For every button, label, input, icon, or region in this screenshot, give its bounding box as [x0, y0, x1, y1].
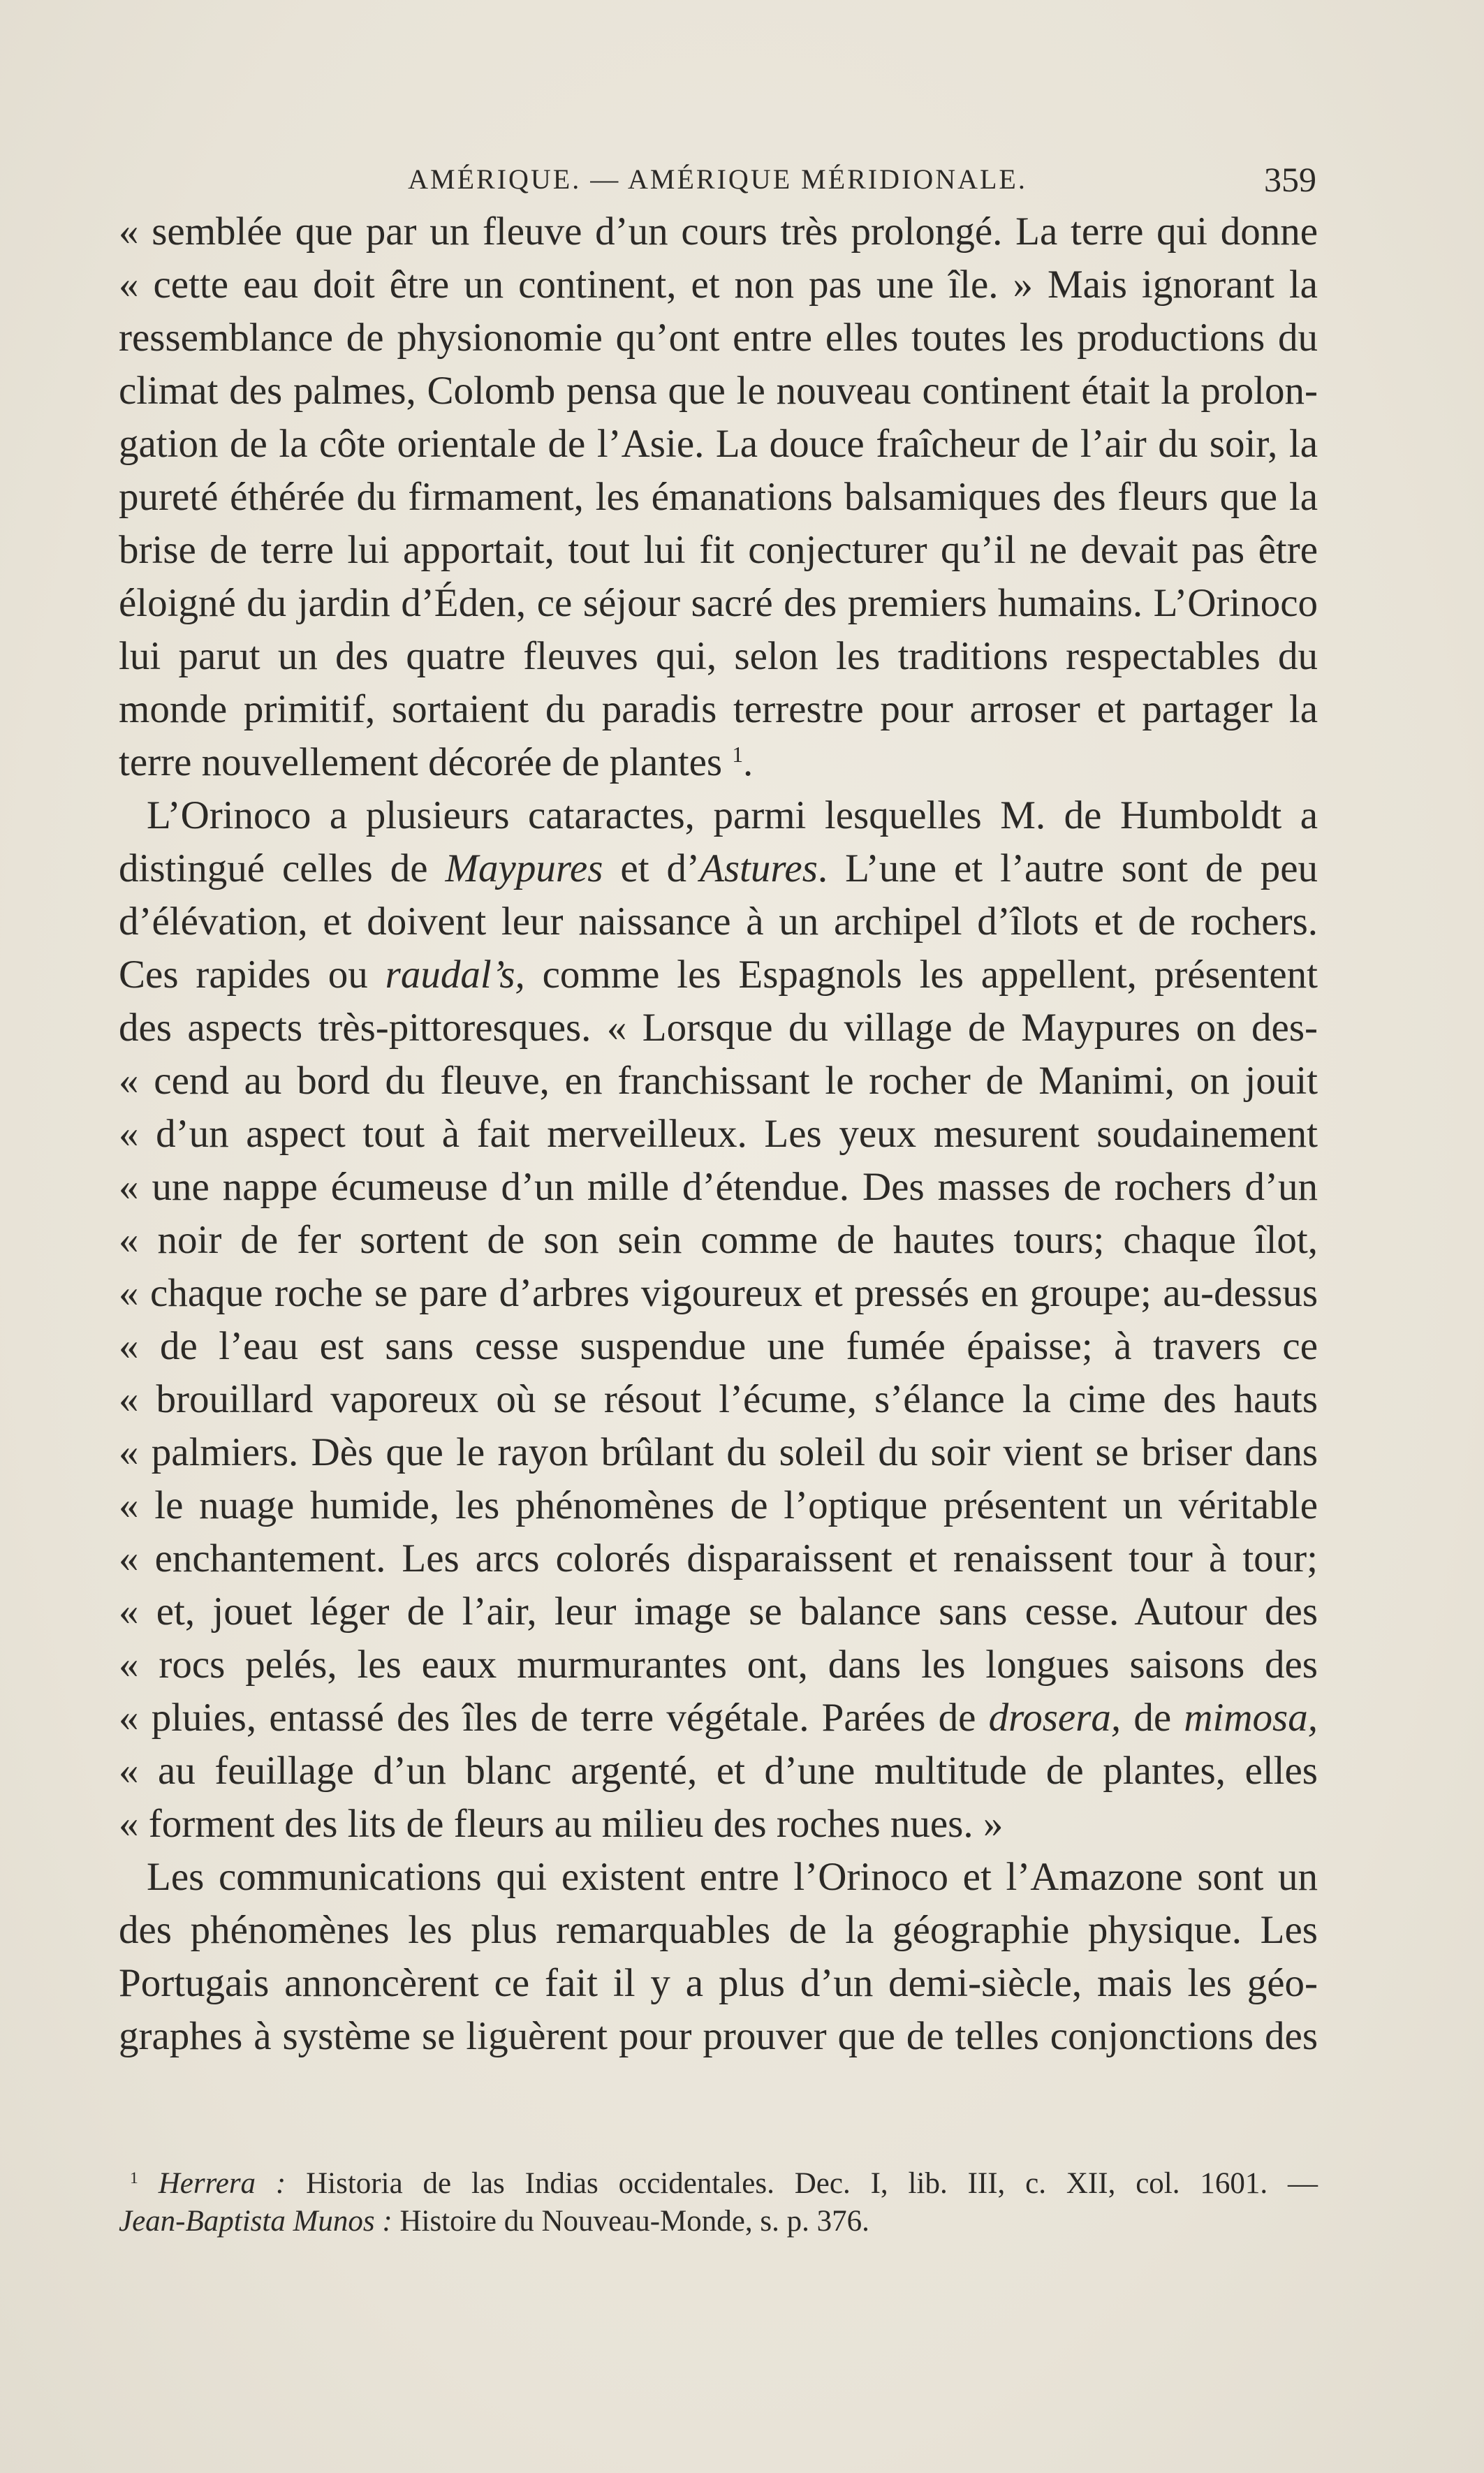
text-line: « cette eau doit être un continent, et non pas une île. » Mais ignorant la: [119, 263, 1318, 307]
text-line: pureté éthérée du firmament, les émanations balsamiques des fleurs que la: [119, 475, 1318, 519]
text-line: « d’un aspect tout à fait merveilleux. Les yeux mesurent soudainement: [119, 1112, 1318, 1156]
text-line: « cend au bord du fleuve, en franchissant le rocher de Manimi, on jouit: [119, 1059, 1318, 1103]
text-line: « et, jouet léger de l’air, leur image se balance sans cesse. Autour des: [119, 1590, 1318, 1634]
footnotes: [119, 2165, 1318, 2240]
page-header: [119, 155, 1316, 204]
text-fragment: Ces rapides ou: [119, 953, 368, 997]
plant-name-drosera: drosera,: [988, 1696, 1122, 1740]
footnote-text: Historia de las Indias occidentales. Dec. I, lib. III, c. XII, col. 1601. —: [286, 2167, 1318, 2200]
text-line: « de l’eau est sans cesse suspendue une fumée épaisse; à travers ce: [119, 1324, 1318, 1368]
text-line: « noir de fer sortent de son sein comme de hautes tours; chaque îlot,: [119, 1218, 1318, 1262]
text-line: éloigné du jardin d’Éden, ce séjour sacré des premiers humains. L’Orinoco: [119, 581, 1318, 625]
paragraph-start-line: L’Orinoco a plusieurs cataractes, parmi lesquelles M. de Humboldt a: [147, 793, 1318, 837]
text-line: [119, 948, 1318, 1001]
text-fragment: comme les Espagnols les appellent, présentent: [524, 953, 1318, 997]
text-line: lui parut un des quatre fleuves qui, selon les traditions respectables du: [119, 634, 1318, 678]
term-raudals: raudal’s,: [385, 953, 525, 997]
text-line: brise de terre lui apportait, tout lui fit conjecturer qu’il ne devait pas être: [119, 528, 1318, 572]
text-line: climat des palmes, Colomb pensa que le nouveau continent était la prolon-: [119, 369, 1318, 413]
text-line: « rocs pelés, les eaux murmurantes ont, dans les longues saisons des: [119, 1643, 1318, 1687]
text-line: des phénomènes les plus remarquables de la géographie physique. Les: [119, 1908, 1318, 1952]
plant-name-mimosa: mimosa,: [1184, 1696, 1318, 1740]
footnote-line: [119, 2165, 1318, 2203]
text-fragment: terre nouvellement décorée de plantes: [119, 740, 723, 784]
text-line: d’élévation, et doivent leur naissance à un archipel d’îlots et de rochers.: [119, 900, 1318, 944]
running-head: AMÉRIQUE. — AMÉRIQUE MÉRIDIONALE.: [408, 163, 1027, 195]
text-fragment: .: [743, 740, 754, 784]
text-line: ressemblance de physionomie qu’ont entre elles toutes les productions du: [119, 316, 1318, 360]
text-line: des aspects très-pittoresques. « Lorsque du village de Maypures on des-: [119, 1006, 1318, 1050]
footnote-reference[interactable]: 1: [732, 742, 743, 768]
text-fragment: distingué celles de: [119, 846, 428, 890]
footnote-author: Herrera :: [158, 2167, 286, 2200]
body-text: [119, 205, 1318, 2063]
paragraph-start-line: Les communications qui existent entre l’Orinoco et l’Amazone sont un: [147, 1855, 1318, 1899]
text-line: « chaque roche se pare d’arbres vigoureux et pressés en groupe; au-dessus: [119, 1271, 1318, 1315]
footnote-text: Histoire du Nouveau-Monde, s. p. 376.: [392, 2205, 869, 2238]
text-line: Portugais annoncèrent ce fait il y a plus d’un demi-siècle, mais les géo-: [119, 1961, 1318, 2005]
place-name-astures: Astures: [700, 846, 818, 890]
text-line: [119, 1692, 1318, 1745]
text-line: [119, 736, 1318, 789]
text-fragment: de: [1121, 1696, 1184, 1740]
page-number: 359: [1264, 160, 1316, 199]
text-line: « brouillard vaporeux où se résout l’écume, s’élance la cime des hauts: [119, 1377, 1318, 1421]
text-fragment: « pluies, entassé des îles de terre végétale. Parées de: [119, 1696, 976, 1740]
place-name-maypures: Maypures: [445, 846, 603, 890]
text-line: « enchantement. Les arcs colorés disparaissent et renaissent tour à tour;: [119, 1536, 1318, 1580]
text-line: « forment des lits de fleurs au milieu des roches nues. »: [119, 1802, 1004, 1846]
text-line: graphes à système se liguèrent pour prouver que de telles conjonctions des: [119, 2014, 1318, 2058]
text-line: « une nappe écumeuse d’un mille d’étendue. Des masses de rochers d’un: [119, 1165, 1318, 1209]
footnote-line: [119, 2203, 1318, 2240]
text-line: « semblée que par un fleuve d’un cours très prolongé. La terre qui donne: [119, 210, 1318, 254]
text-fragment: et d’: [603, 846, 700, 890]
text-line: « au feuillage d’un blanc argenté, et d’une multitude de plantes, elles: [119, 1749, 1318, 1793]
text-line: gation de la côte orientale de l’Asie. La douce fraîcheur de l’air du soir, la: [119, 422, 1318, 466]
text-line: « palmiers. Dès que le rayon brûlant du soleil du soir vient se briser dans: [119, 1430, 1318, 1474]
text-line: « le nuage humide, les phénomènes de l’optique présentent un véritable: [119, 1483, 1318, 1527]
footnote-marker: 1: [130, 2169, 138, 2187]
text-line: [119, 842, 1318, 895]
text-fragment: . L’une et l’autre sont de peu: [817, 846, 1318, 890]
footnote-author: Jean-Baptista Munos :: [119, 2205, 392, 2238]
text-line: monde primitif, sortaient du paradis terrestre pour arroser et partager la: [119, 687, 1318, 731]
